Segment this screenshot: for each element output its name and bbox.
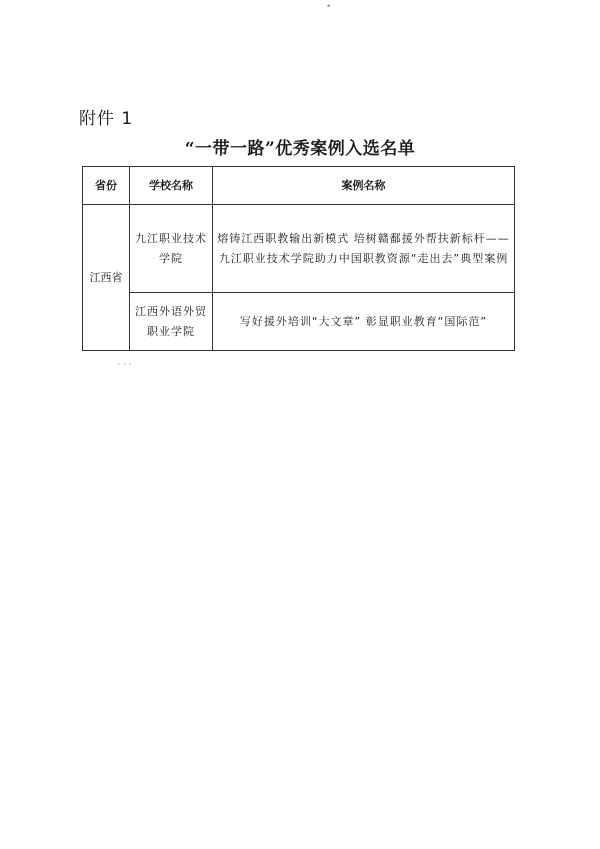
scan-stray-marks: ′ ′ ′ bbox=[118, 362, 132, 373]
school-cell: 江西外语外贸职业学院 bbox=[130, 293, 213, 351]
page-title: “一带一路”优秀案例入选名单 bbox=[184, 139, 416, 159]
table-header-row bbox=[83, 167, 515, 205]
province-cell: 江西省 bbox=[83, 205, 130, 351]
scan-dot: • bbox=[326, 2, 332, 12]
school-cell: 九江职业技术学院 bbox=[130, 205, 213, 293]
case-cell: 熔铸江西职教输出新模式 培树赣鄱援外帮扶新标杆——九江职业技术学院助力中国职教资源“走出去”典型案例 bbox=[213, 205, 515, 293]
header-province: 省份 bbox=[83, 167, 130, 205]
selection-table bbox=[82, 166, 515, 351]
table-row bbox=[83, 205, 515, 293]
header-school: 学校名称 bbox=[130, 167, 213, 205]
case-cell: 写好援外培训“大文章” 彰显职业教育“国际范” bbox=[213, 293, 515, 351]
attachment-label: 附件 1 bbox=[79, 109, 134, 129]
table-row bbox=[83, 293, 515, 351]
header-case: 案例名称 bbox=[213, 167, 515, 205]
